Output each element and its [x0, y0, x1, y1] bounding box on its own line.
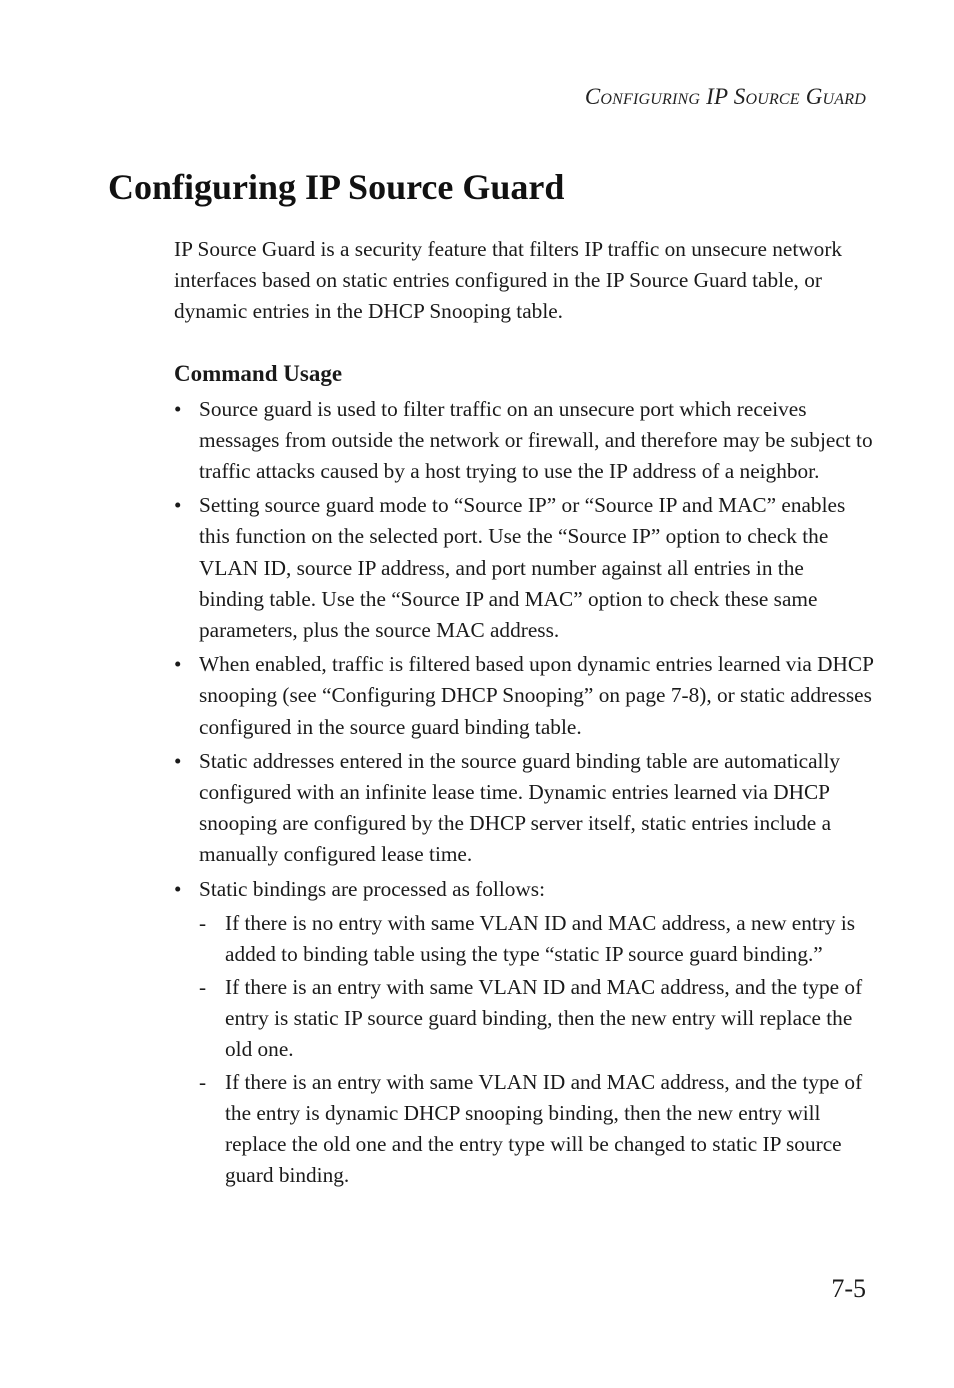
- list-item-text: Source guard is used to filter traffic on an unsecure port which receives messages from outside the network or firewall, and therefore may be subject to traffic attacks caused by a host trying to use the IP address of a neighbor.: [199, 396, 873, 484]
- list-item: [174, 490, 874, 646]
- section-heading-command-usage: Command Usage: [174, 360, 343, 386]
- bullet-icon: •: [174, 876, 182, 901]
- sub-list-item-text: If there is an entry with same VLAN ID and MAC address, and the type of the entry is dynamic DHCP snooping binding, then the new entry will replace the old one and the entry type will be changed to static IP source guard binding.: [225, 1069, 863, 1188]
- sub-list-item-text: If there is no entry with same VLAN ID and MAC address, a new entry is added to binding table using the type “static IP source guard binding.”: [225, 910, 856, 967]
- sub-list-item: [199, 1067, 874, 1192]
- sub-list-item: [199, 908, 874, 970]
- list-item: [174, 394, 874, 488]
- bullet-icon: •: [174, 748, 182, 773]
- list-item: [174, 874, 874, 1192]
- sub-list-item: [199, 972, 874, 1066]
- sub-list-item-text: If there is an entry with same VLAN ID and MAC address, and the type of entry is static IP source guard binding, then the new entry will replace the old one.: [225, 974, 863, 1062]
- intro-paragraph: IP Source Guard is a security feature that filters IP traffic on unsecure network interfaces based on static entries configured in the IP Source Guard table, or dynamic entries in the DHCP Snooping table.: [174, 237, 843, 324]
- bullet-icon: •: [174, 396, 182, 421]
- list-item: [174, 649, 874, 743]
- bullet-icon: •: [174, 493, 182, 518]
- page-number: 7-5: [831, 1274, 866, 1303]
- list-item: [174, 746, 874, 871]
- dash-icon: -: [199, 974, 207, 999]
- list-item-text: Setting source guard mode to “Source IP” or “Source IP and MAC” enables this function on the selected port. Use the “Source IP” option to check the VLAN ID, source IP address, and port number against all entries in the binding table. Use the “Source IP and MAC” option to check these same parameters, plus the source MAC address.: [199, 493, 846, 643]
- bullet-icon: •: [174, 652, 182, 677]
- list-item-text: Static addresses entered in the source guard binding table are automatically configured with an infinite lease time. Dynamic entries learned via DHCP snooping are configured by the DHCP server itself, static entries include a manually configured lease time.: [199, 748, 841, 867]
- static-bindings-sublist: [199, 908, 874, 1192]
- command-usage-list: [174, 394, 874, 1192]
- list-item-text: Static bindings are processed as follows:: [199, 876, 546, 901]
- page-title: Configuring IP Source Guard: [108, 167, 565, 207]
- list-item-text: When enabled, traffic is filtered based upon dynamic entries learned via DHCP snooping (see “Configuring DHCP Snooping” on page 7-8), or static addresses configured in the source guard binding table.: [199, 652, 874, 739]
- dash-icon: -: [199, 910, 207, 935]
- running-header: Configuring IP Source Guard: [584, 84, 866, 109]
- main-content: [174, 234, 874, 1195]
- dash-icon: -: [199, 1069, 207, 1094]
